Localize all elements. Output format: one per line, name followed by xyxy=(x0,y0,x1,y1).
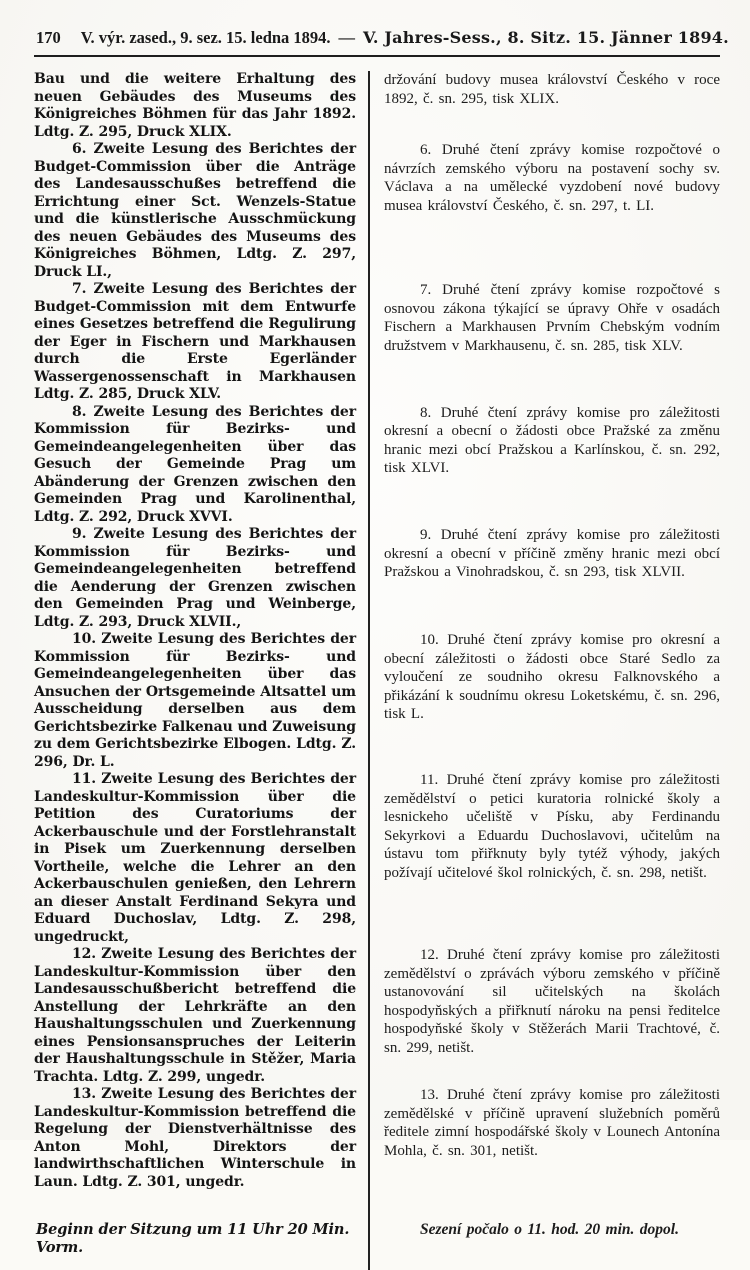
german-item-text: 7. Zweite Lesung des Berichtes der Budget-Commission mit dem Entwurfe eines Gesetzes betreffend die Regulirung der Eger in Fischern und Markhausen durch die Erste Egerländer Wassergenossenschaft in Markhausen Ldtg. Z. 285, Druck XLV. xyxy=(34,281,356,402)
running-head-dash: — xyxy=(338,28,356,47)
czech-item-text: 7. Druhé čtení zprávy komise rozpočtové s osnovou zákona týkající se úpravy Ohře v osadách Fischern a Markhausen Prvním Chebským vodním družstvem v Markhausenu, č. sn. 285, tisk XLV. xyxy=(384,282,720,354)
czech-item-12 xyxy=(370,946,720,1086)
session-start-row xyxy=(34,1191,720,1270)
czech-item-text: 10. Druhé čtení zprávy komise pro okresní a obecní záležitosti o žádosti obce Staré Sedlo za vyloučení ze soudniho okresu Falknovského a přikázání k soudnímu okresu Loketskému, č. sn. 296, tisk L. xyxy=(384,632,720,722)
german-item-10 xyxy=(34,631,370,771)
czech-item-text: 13. Druhé čtení zprávy komise pro záležitosti zemědělské v příčině upravení služebních poměrů ředitele zimní hospodářské školy v Lounech Antonína Mohla, č. sn. 301, netišt. xyxy=(384,1087,720,1159)
running-head-czech: V. výr. zased., 9. sez. 15. ledna 1894. xyxy=(80,28,331,47)
agenda-row xyxy=(34,71,720,141)
czech-item-text: 12. Druhé čtení zprávy komise pro záležitosti zemědělství o zprávách výboru zemského v příčině ustanovování sil učitelských na školách hospodyňských a přiřknutí nároku na pensi ředitelce hospodyňské školy v Stěžerách Marii Trachtové, č. sn. 299, netišt. xyxy=(384,947,720,1056)
agenda-row xyxy=(34,404,720,527)
czech-item-text: 11. Druhé čtení zprávy komise pro záležitosti zemědělství o petici kuratoria rolnické školy a lesnickeho učeliště v Písku, aby Ferdinandu Sekyrkovi a Eduardu Duchoslavovi, učitelům na ústavu tom přiřknuty byly tytéž výhody, jakých požívají učitelové škol rolnických, č. sn. 298, netišt. xyxy=(384,772,720,881)
czech-item-5-continuation xyxy=(370,71,720,141)
german-item-9 xyxy=(34,526,370,631)
session-start-german-cell xyxy=(34,1191,370,1270)
german-item-text: 11. Zweite Lesung des Berichtes der Landeskultur-Kommission über die Petition des Curatoriums der Ackerbauschule und der Forstlehranstalt in Pisek um Zuerkennung derselben Vortheile, welche die Lehrer an den Ackerbauschulen genießen, den Lehrern an dieser Anstalt Ferdinand Sekyra und Eduard Duchoslav, Ldtg. Z. 298, ungedruckt, xyxy=(34,771,356,945)
czech-item-9 xyxy=(370,526,720,631)
german-item-text: 6. Zweite Lesung des Berichtes der Budget-Commission über die Anträge des Landesausschußes betreffend die Errichtung einer Sct. Wenzels-Statue und die künstlerische Ausschmückung des neuen Gebäudes des Museums des Königreiches Böhmen, Ldtg. Z. 297, Druck LI., xyxy=(34,141,356,280)
german-item-text: 10. Zweite Lesung des Berichtes der Kommission für Bezirks- und Gemeindeangelegenheiten über das Ansuchen der Ortsgemeinde Altsattel um Ausscheidung derselben aus dem Gerichtsbezirke Falkenau und Zuweisung zu dem Gerichtsbezirke Elbogen. Ldtg. Z. 296, Dr. L. xyxy=(34,631,356,770)
german-item-7 xyxy=(34,281,370,404)
czech-item-11 xyxy=(370,771,720,946)
agenda-row xyxy=(34,946,720,1086)
czech-item-8 xyxy=(370,404,720,527)
german-item-6 xyxy=(34,141,370,281)
agenda-two-column xyxy=(34,71,720,1270)
page-number: 170 xyxy=(36,28,61,47)
running-head-title xyxy=(81,28,729,48)
agenda-row xyxy=(34,526,720,631)
session-start-czech: Sezení počalo o 11. hod. 20 min. dopol. xyxy=(420,1221,679,1238)
german-item-text: 13. Zweite Lesung des Berichtes der Landeskultur-Kommission betreffend die Regelung der Dienstverhältnisse des Anton Mohl, Direktors der landwirthschaftlichen Winterschule in Laun. Ldtg. Z. 301, ungedr. xyxy=(34,1086,356,1190)
czech-item-13 xyxy=(370,1086,720,1191)
czech-item-text: držování budovy musea království Českého v roce 1892, č. sn. 295, tisk XLIX. xyxy=(384,72,720,107)
german-item-5-continuation xyxy=(34,71,370,141)
agenda-row xyxy=(34,281,720,404)
agenda-row xyxy=(34,1086,720,1191)
session-start-czech-cell xyxy=(370,1191,720,1270)
german-item-text: 8. Zweite Lesung des Berichtes der Kommission für Bezirks- und Gemeindeangelegenheiten über das Gesuch der Gemeinde Prag um Abänderung der Grenzen zwischen den Gemeinden Prag und Karolinenthal, Ldtg. Z. 292, Druck XVVI. xyxy=(34,403,356,525)
running-head-german: V. Jahres-Sess., 8. Sitz. 15. Jänner 1894. xyxy=(363,28,729,47)
german-item-text: Bau und die weitere Erhaltung des neuen Gebäudes des Museums des Königreiches Böhmen für das Jahr 1892. Ldtg. Z. 295, Druck XLIX. xyxy=(34,71,356,140)
agenda-row xyxy=(34,771,720,946)
agenda-row xyxy=(34,141,720,281)
czech-item-text: 6. Druhé čtení zprávy komise rozpočtové o návrzích zemského výboru na postavení sochy sv. Václava a na umělecké vyzdobení nové budovy musea království Českého, č. sn. 297, t. LI. xyxy=(384,142,720,214)
german-item-13 xyxy=(34,1086,370,1191)
czech-item-7 xyxy=(370,281,720,404)
german-item-text: 9. Zweite Lesung des Berichtes der Kommission für Bezirks- und Gemeindeangelegenheiten betreffend die Aenderung der Grenzen zwischen den Gemeinden Prag und Weinberge, Ldtg. Z. 293, Druck XLVII., xyxy=(34,526,356,630)
agenda-row xyxy=(34,631,720,771)
czech-item-text: 9. Druhé čtení zprávy komise pro záležitosti okresní a obecní v příčině změny hranic mezi obcí Pražskou a Vinohradskou, č. sn 293, tisk XLVII. xyxy=(384,527,720,580)
german-item-8 xyxy=(34,404,370,527)
german-item-12 xyxy=(34,946,370,1086)
czech-item-10 xyxy=(370,631,720,771)
german-item-11 xyxy=(34,771,370,946)
german-item-text: 12. Zweite Lesung des Berichtes der Landeskultur-Kommission über den Landesausschußbericht betreffend die Anstellung der Lehrkräfte an den Haushaltungsschulen und Zuerkennung eines Pensionsanspruches der Leiterin der Haushaltungsschule in Stěžer, Maria Trachta. Ldtg. Z. 299, ungedr. xyxy=(34,946,356,1085)
czech-item-text: 8. Druhé čtení zprávy komise pro záležitosti okresní a obecní o žádosti obce Pražské za změnu hranic mezi obcí Pražskou a Karlínskou, č. sn. 292, tisk XLVI. xyxy=(384,404,720,476)
session-start-german: Beginn der Sitzung um 11 Uhr 20 Min. Vorm. xyxy=(36,1221,350,1256)
running-head xyxy=(34,24,729,57)
czech-item-6 xyxy=(370,141,720,281)
